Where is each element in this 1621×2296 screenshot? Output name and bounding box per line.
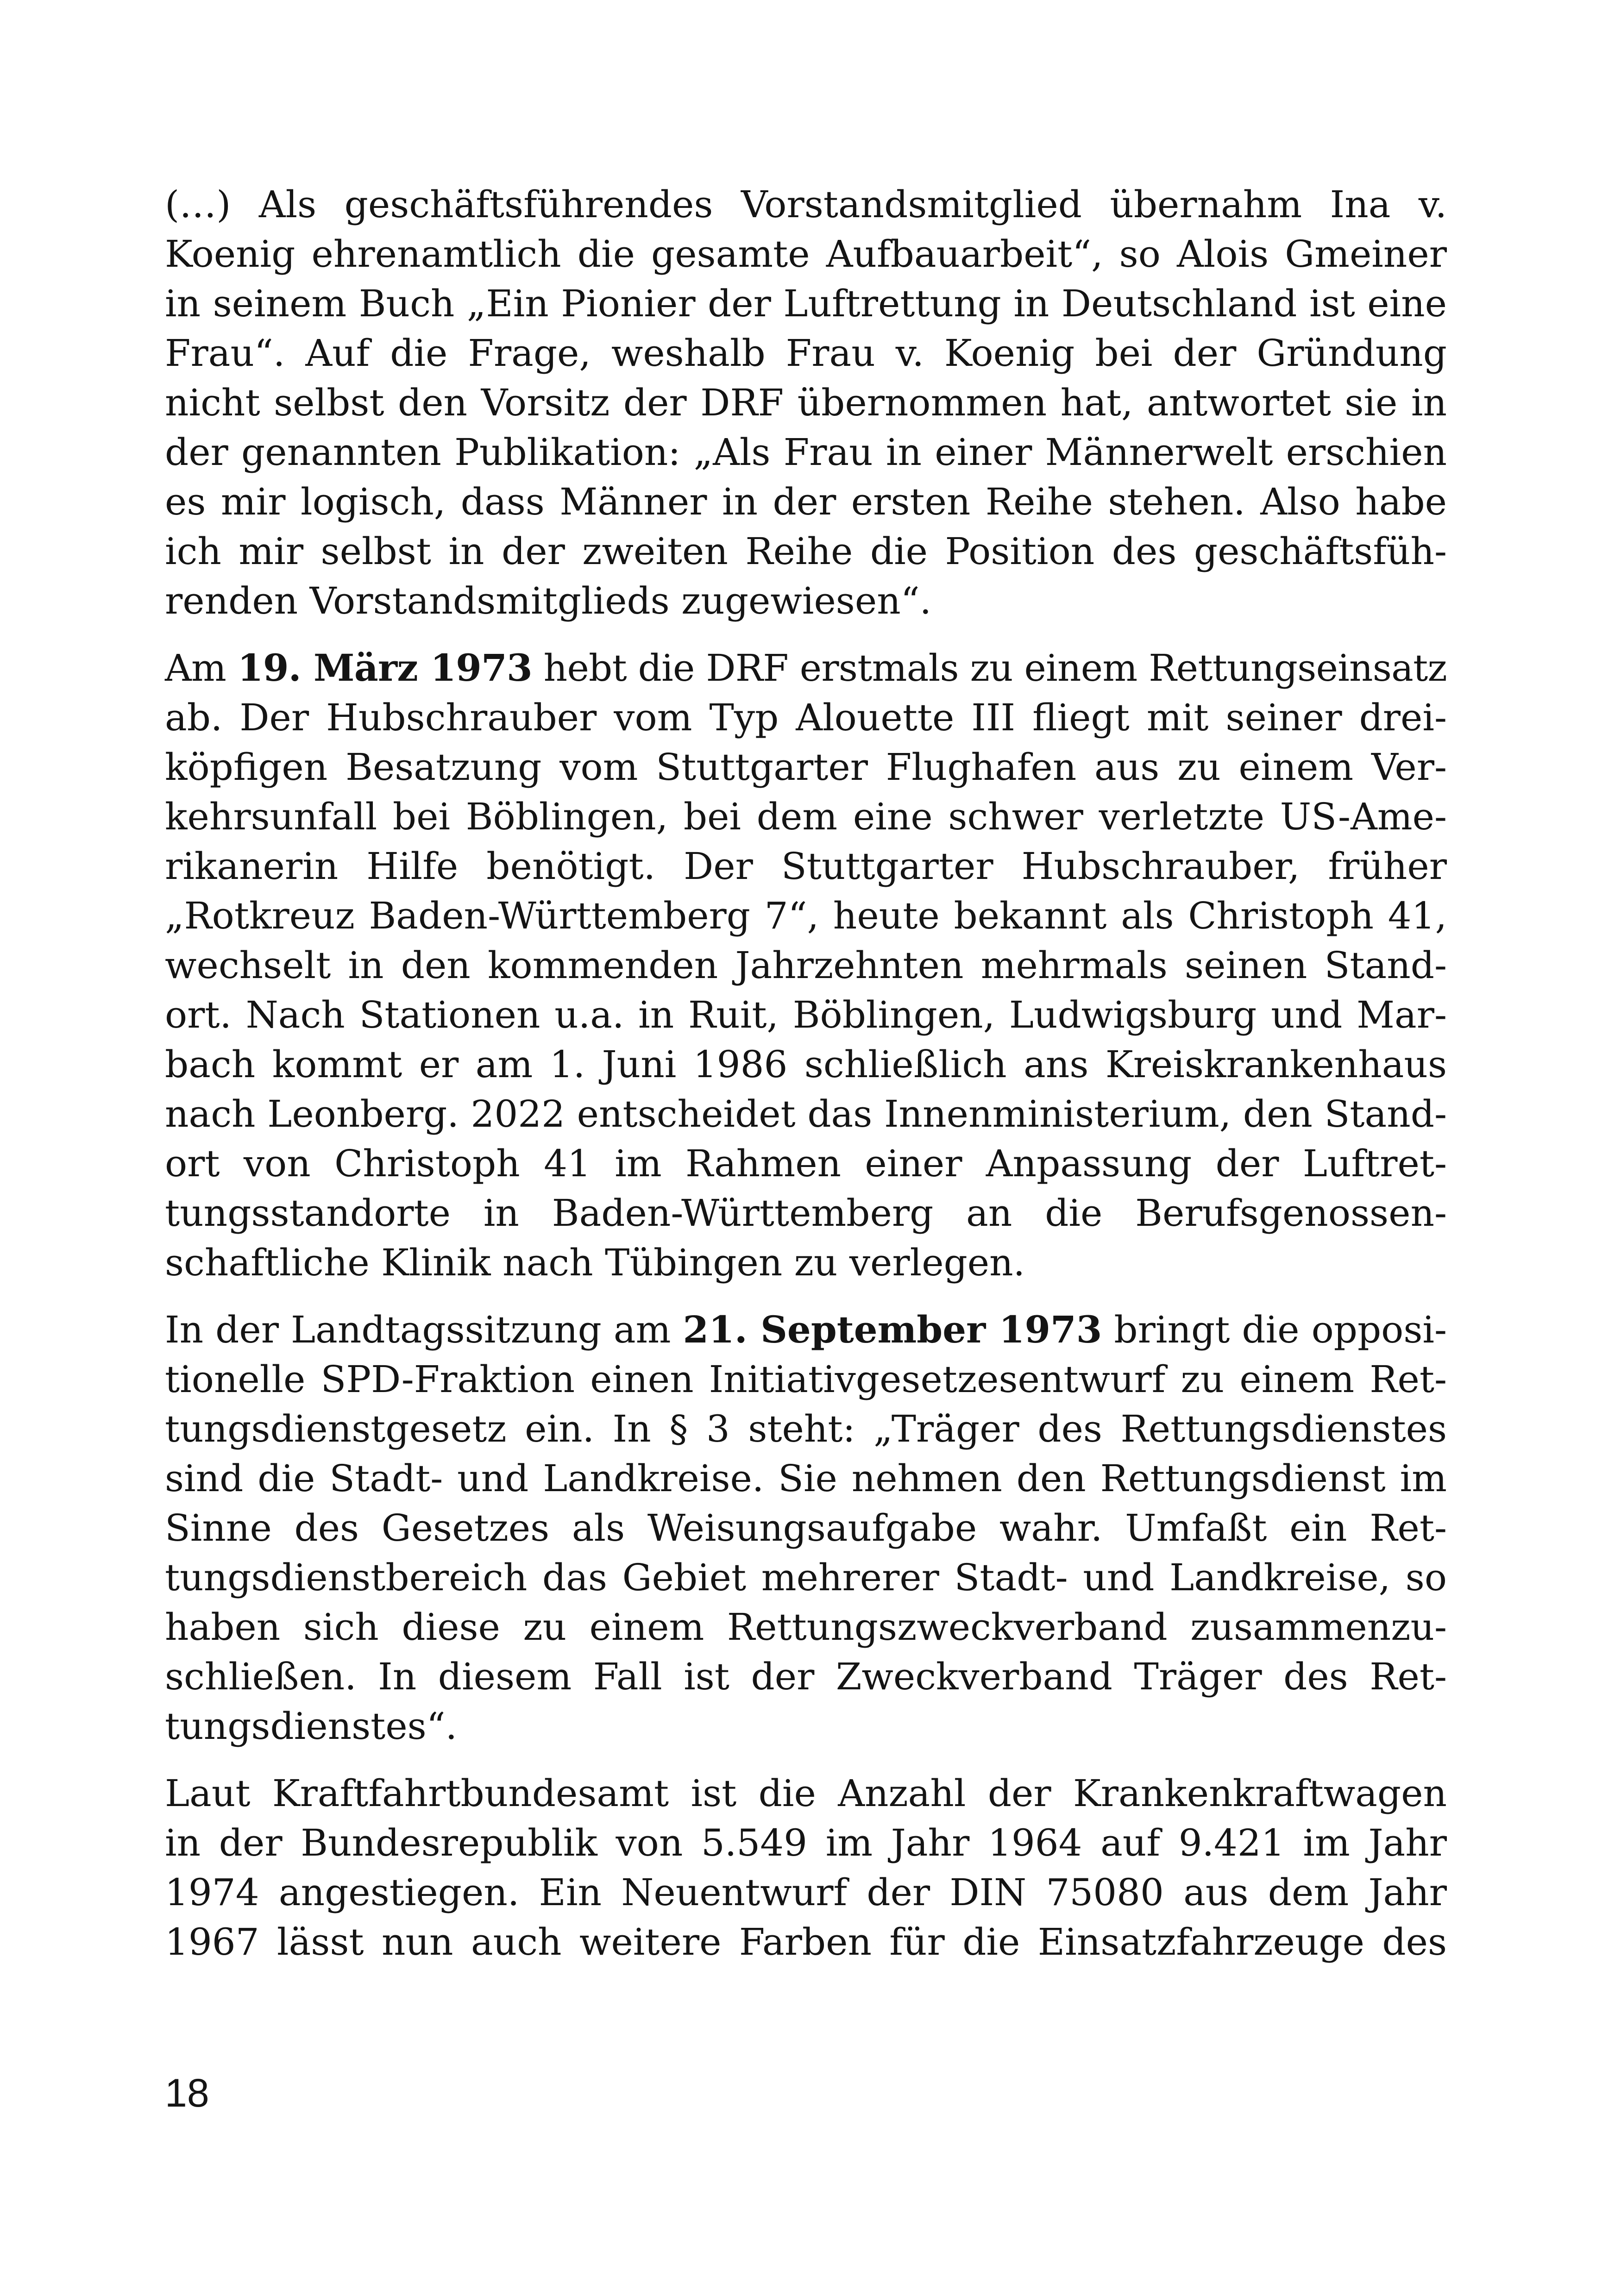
text-run: schaftliche Klinik nach Tübingen zu verlegen.: [165, 1241, 1025, 1284]
text-run: renden Vorstandsmitglieds zugewiesen“.: [165, 579, 932, 622]
text-line: [165, 378, 1447, 427]
text-run: bach kommt er am 1. Juni 1986 schließlich ans Kreiskrankenhaus: [165, 1043, 1447, 1086]
text-line: [165, 477, 1447, 527]
text-line: [165, 1769, 1447, 1818]
text-line: [165, 693, 1447, 742]
text-run: ab. Der Hubschrauber vom Typ Alouette III fliegt mit seiner drei-: [165, 696, 1447, 739]
text-run: sind die Stadt- und Landkreise. Sie nehmen den Rettungsdienst im: [165, 1457, 1447, 1500]
text-run: Sinne des Gesetzes als Weisungsaufgabe wahr. Umfaßt ein Ret-: [165, 1506, 1447, 1549]
text-run: Am: [165, 646, 238, 690]
text-line: [165, 1818, 1447, 1868]
text-run: „Rotkreuz Baden-Württemberg 7“, heute bekannt als Christoph 41,: [165, 894, 1447, 937]
text-line: [165, 1305, 1447, 1355]
text-run: 1967 lässt nun auch weitere Farben für die Einsatzfahrzeuge des: [165, 1920, 1447, 1964]
paragraph: [165, 180, 1447, 626]
text-line: [165, 229, 1447, 279]
text-line: [165, 1404, 1447, 1454]
text-run: köpfigen Besatzung vom Stuttgarter Flughafen aus zu einem Ver-: [165, 746, 1447, 789]
text-line: [165, 1188, 1447, 1238]
paragraph: [165, 643, 1447, 1287]
text-run: 1974 angestiegen. Ein Neuentwurf der DIN 75080 aus dem Jahr: [165, 1871, 1447, 1914]
paragraph: [165, 1769, 1447, 1967]
text-line: [165, 792, 1447, 841]
text-run: kehrsunfall bei Böblingen, bei dem eine schwer verletzte US-Ame-: [165, 795, 1447, 838]
text-line: [165, 1701, 1447, 1751]
text-line: [165, 1139, 1447, 1188]
text-line: [165, 328, 1447, 378]
text-line: [165, 576, 1447, 626]
text-line: [165, 1040, 1447, 1089]
text-run: tungsdienstes“.: [165, 1705, 458, 1748]
page-number: 18: [165, 2071, 209, 2115]
text-line: [165, 1454, 1447, 1503]
text-run: der genannten Publikation: „Als Frau in einer Männerwelt erschien: [165, 431, 1447, 474]
text-run: in der Bundesrepublik von 5.549 im Jahr 1964 auf 9.421 im Jahr: [165, 1821, 1447, 1864]
text-line: [165, 527, 1447, 576]
text-line: [165, 180, 1447, 229]
text-line: [165, 1602, 1447, 1652]
text-run: Frau“. Auf die Frage, weshalb Frau v. Koenig bei der Gründung: [165, 332, 1447, 375]
bold-date: 21. September 1973: [683, 1308, 1102, 1351]
text-line: [165, 1917, 1447, 1967]
text-run: schließen. In diesem Fall ist der Zweckverband Träger des Ret-: [165, 1655, 1447, 1698]
text-run: ort von Christoph 41 im Rahmen einer Anpassung der Luftret-: [165, 1142, 1447, 1185]
text-run: es mir logisch, dass Männer in der ersten Reihe stehen. Also habe: [165, 480, 1447, 523]
bold-date: 19. März 1973: [237, 646, 532, 690]
text-line: [165, 1238, 1447, 1287]
text-run: Koenig ehrenamtlich die gesamte Aufbauarbeit“, so Alois Gmeiner: [165, 232, 1447, 276]
text-run: bringt die opposi-: [1102, 1308, 1447, 1351]
text-run: tungsstandorte in Baden-Württemberg an die Berufsgenossen-: [165, 1192, 1447, 1235]
text-line: [165, 742, 1447, 792]
text-run: tungsdienstbereich das Gebiet mehrerer Stadt- und Landkreise, so: [165, 1556, 1447, 1599]
text-run: hebt die DRF erstmals zu einem Rettungseinsatz: [532, 646, 1447, 690]
text-line: [165, 841, 1447, 891]
text-run: nach Leonberg. 2022 entscheidet das Innenministerium, den Stand-: [165, 1092, 1447, 1135]
text-run: ort. Nach Stationen u.a. in Ruit, Böblingen, Ludwigsburg und Mar-: [165, 993, 1447, 1036]
text-line: [165, 891, 1447, 941]
paragraph: [165, 1305, 1447, 1751]
text-line: [165, 1089, 1447, 1139]
text-line: [165, 643, 1447, 693]
text-run: In der Landtagssitzung am: [165, 1308, 683, 1351]
text-run: haben sich diese zu einem Rettungszweckverband zusammenzu-: [165, 1606, 1447, 1649]
text-line: [165, 279, 1447, 328]
text-run: tionelle SPD-Fraktion einen Initiativgesetzesentwurf zu einem Ret-: [165, 1358, 1447, 1401]
text-run: (…) Als geschäftsführendes Vorstandsmitglied übernahm Ina v.: [165, 183, 1447, 226]
text-line: [165, 990, 1447, 1040]
text-run: in seinem Buch „Ein Pionier der Luftrettung in Deutschland ist eine: [165, 282, 1447, 325]
text-line: [165, 1355, 1447, 1404]
text-run: nicht selbst den Vorsitz der DRF übernommen hat, antwortet sie in: [165, 381, 1447, 424]
text-run: tungsdienstgesetz ein. In § 3 steht: „Träger des Rettungsdienstes: [165, 1407, 1447, 1450]
text-run: ich mir selbst in der zweiten Reihe die Position des geschäftsfüh-: [165, 530, 1447, 573]
text-run: rikanerin Hilfe benötigt. Der Stuttgarter Hubschrauber, früher: [165, 845, 1447, 888]
text-run: wechselt in den kommenden Jahrzehnten mehrmals seinen Stand-: [165, 944, 1447, 987]
text-line: [165, 941, 1447, 990]
text-run: Laut Kraftfahrtbundesamt ist die Anzahl der Krankenkraftwagen: [165, 1772, 1447, 1815]
text-line: [165, 1652, 1447, 1701]
text-line: [165, 1868, 1447, 1917]
text-line: [165, 427, 1447, 477]
body-text: [165, 180, 1447, 1984]
text-line: [165, 1503, 1447, 1553]
text-line: [165, 1553, 1447, 1602]
